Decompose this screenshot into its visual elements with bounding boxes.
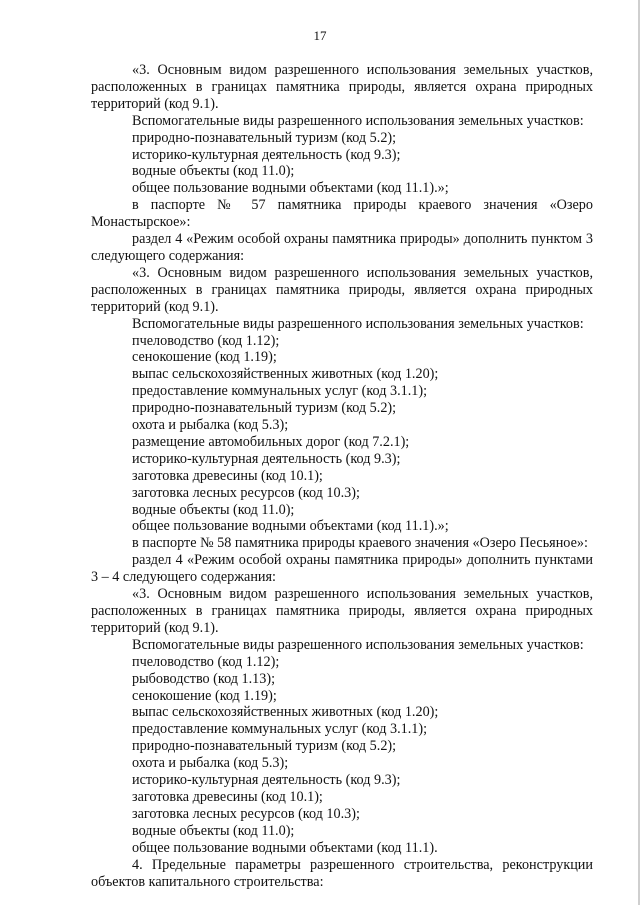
- list-item: размещение автомобильных дорог (код 7.2.1);: [132, 433, 410, 450]
- aux-uses-heading: Вспомогательные виды разрешенного использования земельных участков:: [132, 112, 584, 129]
- list-item: сенокошение (код 1.19);: [132, 349, 277, 366]
- page-number: 17: [313, 28, 327, 43]
- item-4-paragraph: 4. Предельные параметры разрешенного строительства, реконструкции объектов капитального строительства:: [91, 856, 593, 890]
- list-item: природно-познавательный туризм (код 5.2);: [132, 738, 397, 755]
- section-4-paragraph: раздел 4 «Режим особой охраны памятника природы» дополнить пунктом 3 следующего содержания:: [91, 231, 593, 264]
- list-item: заготовка лесных ресурсов (код 10.3);: [132, 805, 360, 822]
- passport-58-paragraph: в паспорте № 58 памятника природы краевого значения «Озеро Песьяное»:: [132, 535, 588, 552]
- list-item: охота и рыбалка (код 5.3);: [132, 755, 289, 772]
- list-item: природно-познавательный туризм (код 5.2);: [132, 400, 397, 417]
- list-item: общее пользование водными объектами (код 11.1).: [132, 839, 438, 856]
- document-body: [91, 62, 593, 890]
- list-item: охота и рыбалка (код 5.3);: [132, 417, 289, 434]
- list-item: историко-культурная деятельность (код 9.3);: [132, 146, 401, 163]
- list-item: выпас сельскохозяйственных животных (код 1.20);: [132, 366, 439, 383]
- main-use-paragraph: «3. Основным видом разрешенного использования земельных участков, расположенных в границах памятника природы, является охрана природных территорий (код 9.1).: [91, 62, 593, 112]
- list-item: общее пользование водными объектами (код 11.1).»;: [132, 518, 449, 535]
- list-item: рыбоводство (код 1.13);: [132, 670, 276, 687]
- list-item: сенокошение (код 1.19);: [132, 687, 277, 704]
- list-item: водные объекты (код 11.0);: [132, 163, 295, 180]
- main-use-paragraph: «3. Основным видом разрешенного использования земельных участков, расположенных в границах памятника природы, является охрана природных территорий (код 9.1).: [91, 264, 593, 315]
- aux-uses-heading: Вспомогательные виды разрешенного использования земельных участков:: [132, 636, 584, 653]
- list-item: предоставление коммунальных услуг (код 3.1.1);: [132, 383, 428, 400]
- list-item: заготовка древесины (код 10.1);: [132, 467, 323, 484]
- list-item: природно-познавательный туризм (код 5.2);: [132, 129, 397, 146]
- list-item: заготовка древесины (код 10.1);: [132, 788, 323, 805]
- list-item: общее пользование водными объектами (код 11.1).»;: [132, 180, 449, 197]
- list-item: историко-культурная деятельность (код 9.3);: [132, 450, 401, 467]
- list-item: предоставление коммунальных услуг (код 3.1.1);: [132, 721, 428, 738]
- list-item: водные объекты (код 11.0);: [132, 822, 295, 839]
- list-item: выпас сельскохозяйственных животных (код 1.20);: [132, 704, 439, 721]
- section-4-paragraph: раздел 4 «Режим особой охраны памятника природы» дополнить пунктами 3 – 4 следующего содержания:: [91, 552, 593, 586]
- list-item: водные объекты (код 11.0);: [132, 501, 295, 518]
- list-item: заготовка лесных ресурсов (код 10.3);: [132, 484, 360, 501]
- aux-uses-heading: Вспомогательные виды разрешенного использования земельных участков:: [132, 315, 584, 332]
- main-use-paragraph: «3. Основным видом разрешенного использования земельных участков, расположенных в границах памятника природы, является охрана природных территорий (код 9.1).: [91, 586, 593, 636]
- list-item: пчеловодство (код 1.12);: [132, 332, 280, 349]
- passport-57-paragraph: в паспорте № 57 памятника природы краевого значения «Озеро Монастырское»:: [91, 197, 593, 231]
- list-item: пчеловодство (код 1.12);: [132, 653, 280, 670]
- list-item: историко-культурная деятельность (код 9.3);: [132, 772, 401, 789]
